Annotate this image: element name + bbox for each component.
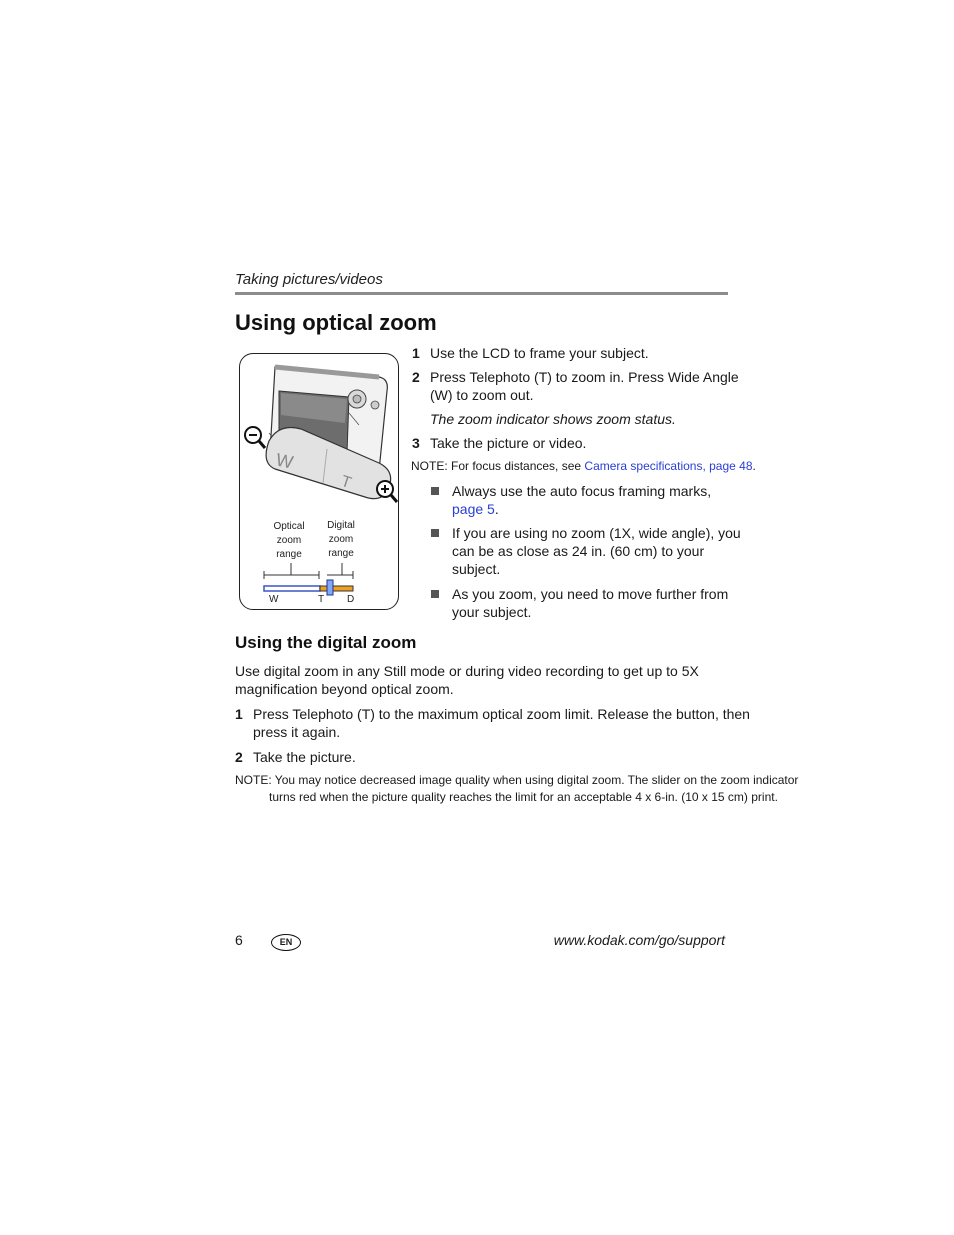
page-title: Using optical zoom — [235, 310, 437, 335]
scale-t: T — [318, 594, 325, 605]
step-3: 3 Take the picture or video. — [412, 435, 587, 451]
bullet-1: Always use the auto focus framing marks, page 5. — [452, 483, 712, 517]
magnifier-minus-icon — [245, 427, 265, 448]
page-5-link[interactable]: page 5 — [452, 501, 495, 517]
bullet-2: If you are using no zoom (1X, wide angle), you can be as close as 24 in. (60 cm) to your subject. — [452, 525, 741, 577]
focus-note: NOTE: For focus distances, see Camera specifications, page 48. — [411, 459, 756, 473]
rocker-w-label: W — [274, 449, 295, 473]
scale-d: D — [347, 594, 355, 605]
digital-step-1: 1 Press Telephoto (T) to the maximum optical zoom limit. Release the button, then press it again. — [235, 706, 750, 740]
header-rule — [235, 292, 728, 295]
digital-zoom-label: Digital zoom range — [327, 520, 355, 559]
optical-zoom-label: Optical zoom range — [273, 521, 305, 560]
language-badge: EN — [271, 934, 301, 951]
camera-specs-link[interactable]: Camera specifications, page 48 — [584, 459, 753, 473]
rocker-t-label: T — [338, 472, 354, 493]
camera-illustration — [239, 353, 399, 610]
magnifier-plus-icon — [377, 481, 397, 502]
step-1: 1 Use the LCD to frame your subject. — [412, 345, 649, 361]
bullet-marker — [431, 487, 439, 495]
digital-zoom-title: Using the digital zoom — [235, 633, 417, 652]
scale-w: W — [269, 594, 279, 605]
page-number: 6 — [235, 932, 243, 948]
digital-step-2: 2 Take the picture. — [235, 749, 356, 765]
zoom-figure — [239, 353, 399, 610]
zoom-indicator-note: The zoom indicator shows zoom status. — [430, 411, 676, 427]
section-header: Taking pictures/videos — [235, 271, 383, 288]
digital-intro: Use digital zoom in any Still mode or during video recording to get up to 5X magnification beyond optical zoom. — [235, 663, 699, 697]
bullet-marker — [431, 590, 439, 598]
step-2: 2 Press Telephoto (T) to zoom in. Press Wide Angle (W) to zoom out. — [412, 369, 739, 403]
support-url[interactable]: www.kodak.com/go/support — [553, 932, 725, 948]
digital-note: NOTE: You may notice decreased image quality when using digital zoom. The slider on the zoom indicator turns red when the picture quality reaches the limit for an acceptable 4 x 6-in. (10 x 15 cm) print. — [235, 773, 799, 804]
bullet-marker — [431, 529, 439, 537]
bullet-3: As you zoom, you need to move further from your subject. — [452, 586, 729, 620]
